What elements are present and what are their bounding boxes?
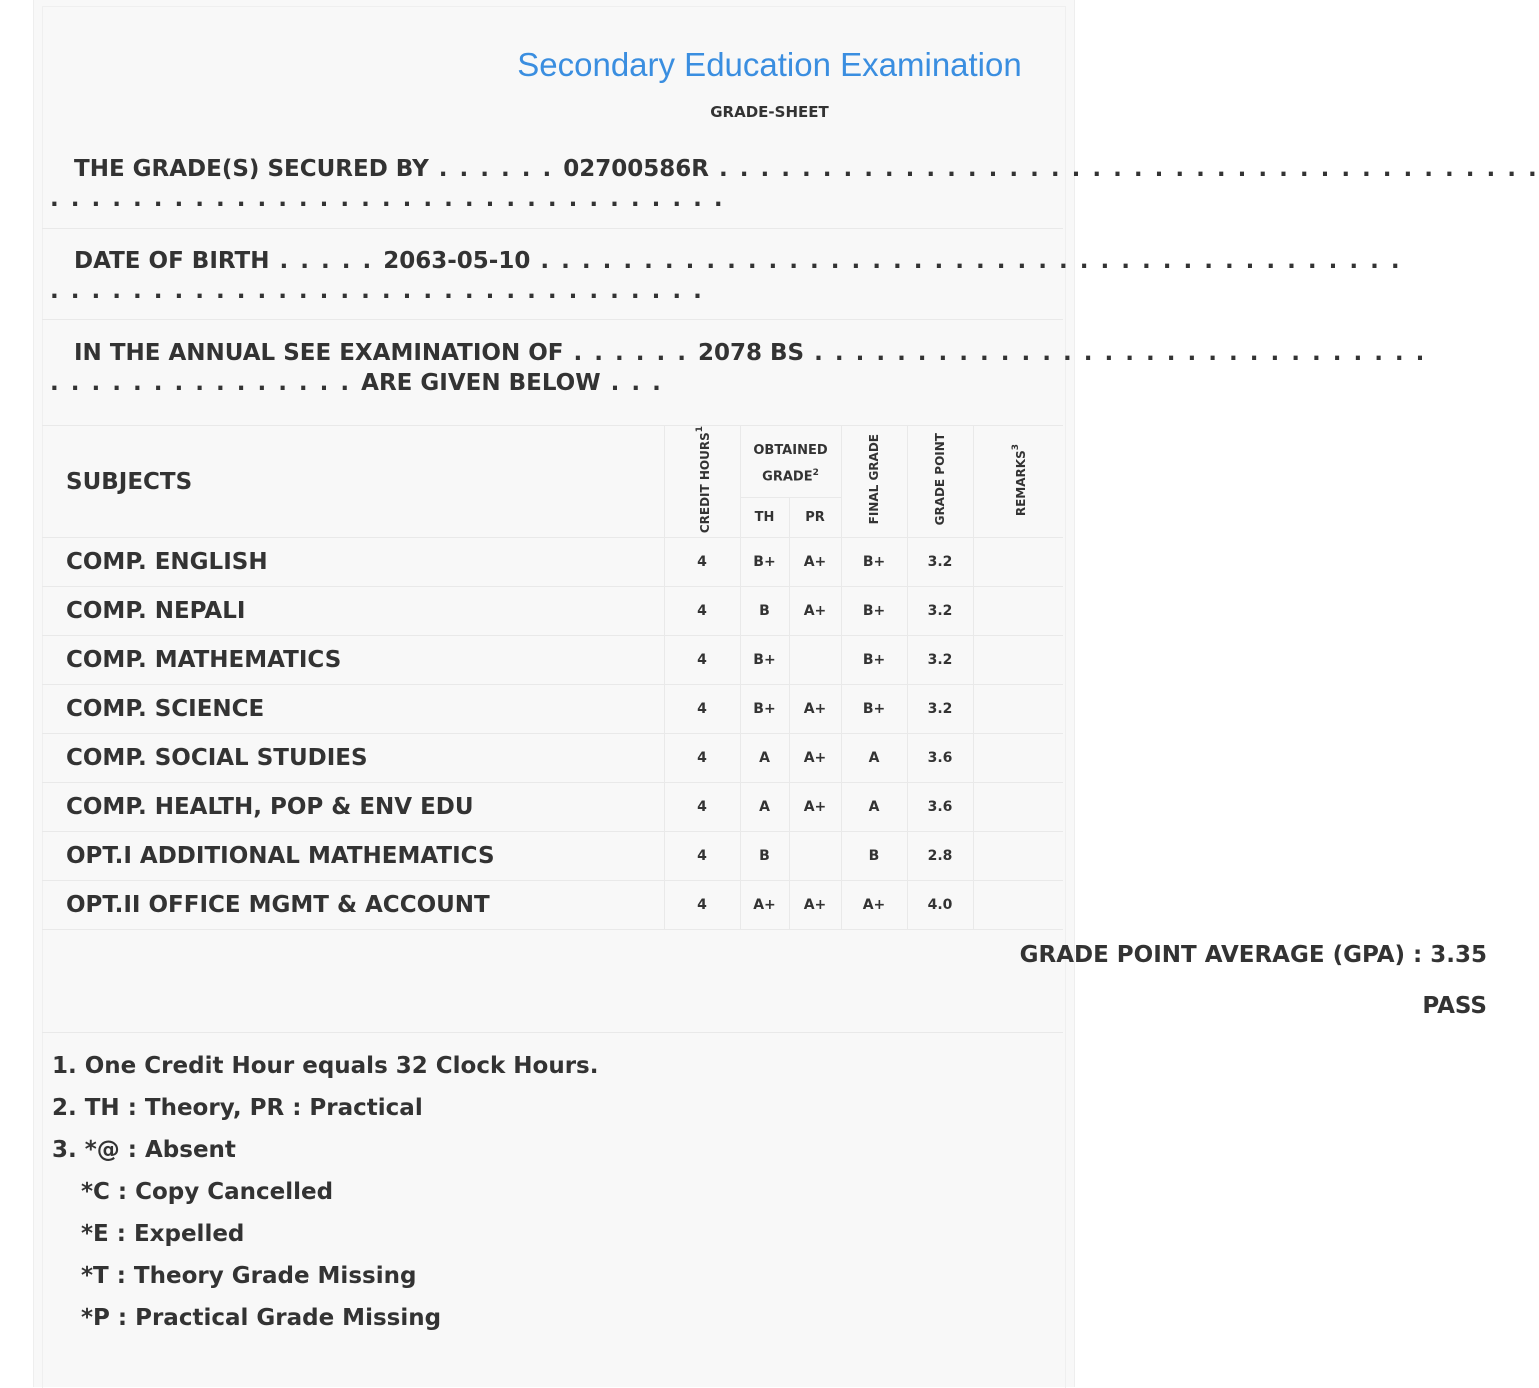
secured-by-line: THE GRADE(S) SECURED BY . . . . . . 02700586R . . . . . . . . . . . . . . . . . . . . . . . . . . . . . . . . . . . . . . . . . . . . . . . . . . . . . . . . . . . . . . . . . . . . . . . . . — [50, 156, 1539, 212]
final-grade-cell: B+ — [841, 538, 907, 587]
credit-cell: 4 — [664, 832, 740, 881]
remarks-cell — [973, 881, 1063, 930]
gpa-label: GRADE POINT AVERAGE (GPA) : — [1019, 942, 1423, 968]
pr-grade-cell: A+ — [789, 685, 841, 734]
credit-cell: 4 — [664, 685, 740, 734]
pr-grade-cell — [789, 832, 841, 881]
credit-cell: 4 — [664, 881, 740, 930]
pr-grade-cell: A+ — [789, 587, 841, 636]
table-row — [42, 538, 1063, 587]
footnote: *T : Theory Grade Missing — [81, 1263, 417, 1289]
final-grade-cell: B+ — [841, 587, 907, 636]
secured-by-label: THE GRADE(S) SECURED BY — [74, 156, 429, 182]
footnotes — [52, 1045, 598, 1339]
table-row — [42, 832, 1063, 881]
dob-line: DATE OF BIRTH . . . . . 2063-05-10 . . . . . . . . . . . . . . . . . . . . . . . . . . . . . . . . . . . . . . . . . . . . . . . . . . . . . . . . . . . . . . . . . . . . . . . . . . — [50, 248, 1402, 304]
credit-cell: 4 — [664, 538, 740, 587]
final-grade-cell: A — [841, 734, 907, 783]
th-grade-cell: B+ — [740, 538, 789, 587]
th-grade-cell: B+ — [740, 685, 789, 734]
dob-value: 2063-05-10 — [383, 248, 531, 274]
remarks-cell — [973, 636, 1063, 685]
header-grade-point: GRADE POINT — [907, 426, 973, 538]
pr-grade-cell: A+ — [789, 881, 841, 930]
remarks-cell — [973, 832, 1063, 881]
remarks-cell — [973, 587, 1063, 636]
footnote: *P : Practical Grade Missing — [81, 1305, 442, 1331]
exam-line: IN THE ANNUAL SEE EXAMINATION OF . . . . . . 2078 BS . . . . . . . . . . . . . . . . . . . . . . . . . . . . . . . . . . . . . . . . . . . . . ARE GIVEN BELOW . . . — [50, 340, 1427, 396]
footnote: 1. One Credit Hour equals 32 Clock Hours. — [52, 1053, 599, 1079]
header-th: TH — [740, 497, 789, 537]
footnote: *E : Expelled — [81, 1221, 245, 1247]
subject-cell: COMP. MATHEMATICS — [42, 636, 664, 685]
subject-cell: COMP. ENGLISH — [42, 538, 664, 587]
remarks-cell — [973, 734, 1063, 783]
page-title: Secondary Education Examination — [517, 46, 1022, 83]
header-remarks: REMARKS$^3$ — [973, 426, 1063, 538]
subject-cell: COMP. SOCIAL STUDIES — [42, 734, 664, 783]
divider — [42, 319, 1063, 320]
remarks-cell — [973, 685, 1063, 734]
final-grade-cell: B+ — [841, 636, 907, 685]
th-grade-cell: A — [740, 734, 789, 783]
subject-cell: OPT.II OFFICE MGMT & ACCOUNT — [42, 881, 664, 930]
symbol-number: 02700586R — [563, 156, 709, 182]
th-grade-cell: B+ — [740, 636, 789, 685]
subject-cell: COMP. HEALTH, POP & ENV EDU — [42, 783, 664, 832]
table-row — [42, 685, 1063, 734]
header-obtained-grade: OBTAINED GRADE$^2$ — [740, 426, 841, 498]
grade-point-cell: 3.2 — [907, 636, 973, 685]
credit-cell: 4 — [664, 636, 740, 685]
th-grade-cell: A — [740, 783, 789, 832]
subject-cell: COMP. SCIENCE — [42, 685, 664, 734]
final-grade-cell: A — [841, 783, 907, 832]
header-subjects: SUBJECTS — [42, 426, 664, 538]
final-grade-cell: A+ — [841, 881, 907, 930]
table-row — [42, 587, 1063, 636]
th-grade-cell: B — [740, 587, 789, 636]
remarks-cell — [973, 538, 1063, 587]
grade-point-cell: 3.2 — [907, 538, 973, 587]
credit-cell: 4 — [664, 783, 740, 832]
pr-grade-cell: A+ — [789, 783, 841, 832]
grade-point-cell: 2.8 — [907, 832, 973, 881]
th-grade-cell: B — [740, 832, 789, 881]
divider — [42, 1032, 1063, 1033]
final-grade-cell: B+ — [841, 685, 907, 734]
footnote: 2. TH : Theory, PR : Practical — [52, 1095, 423, 1121]
credit-cell: 4 — [664, 734, 740, 783]
grade-point-cell: 3.2 — [907, 685, 973, 734]
pr-grade-cell: A+ — [789, 538, 841, 587]
table-row — [42, 783, 1063, 832]
table-row — [42, 734, 1063, 783]
footnote: 3. *@ : Absent — [52, 1137, 236, 1163]
subject-cell: OPT.I ADDITIONAL MATHEMATICS — [42, 832, 664, 881]
dob-label: DATE OF BIRTH — [74, 248, 270, 274]
header-pr: PR — [789, 497, 841, 537]
grade-point-cell: 3.2 — [907, 587, 973, 636]
table-row — [42, 636, 1063, 685]
pr-grade-cell — [789, 636, 841, 685]
footnote: *C : Copy Cancelled — [81, 1179, 334, 1205]
remarks-cell — [973, 783, 1063, 832]
exam-suffix: ARE GIVEN BELOW — [361, 370, 601, 396]
th-grade-cell: A+ — [740, 881, 789, 930]
page-subtitle: GRADE-SHEET — [710, 103, 829, 121]
divider — [42, 228, 1063, 229]
grade-point-cell: 4.0 — [907, 881, 973, 930]
exam-label: IN THE ANNUAL SEE EXAMINATION OF — [74, 340, 564, 366]
gpa-line — [1020, 942, 1487, 968]
exam-year: 2078 BS — [697, 340, 805, 366]
grade-point-cell: 3.6 — [907, 783, 973, 832]
grade-point-cell: 3.6 — [907, 734, 973, 783]
credit-cell: 4 — [664, 587, 740, 636]
table-row — [42, 881, 1063, 930]
final-grade-cell: B — [841, 832, 907, 881]
header-credit-hours: CREDIT HOURS$^1$ — [664, 426, 740, 538]
header-final-grade: FINAL GRADE — [841, 426, 907, 538]
subject-cell: COMP. NEPALI — [42, 587, 664, 636]
gpa-value: 3.35 — [1430, 942, 1487, 968]
pr-grade-cell: A+ — [789, 734, 841, 783]
result-status: PASS — [1422, 993, 1487, 1019]
grades-table — [42, 425, 1063, 930]
